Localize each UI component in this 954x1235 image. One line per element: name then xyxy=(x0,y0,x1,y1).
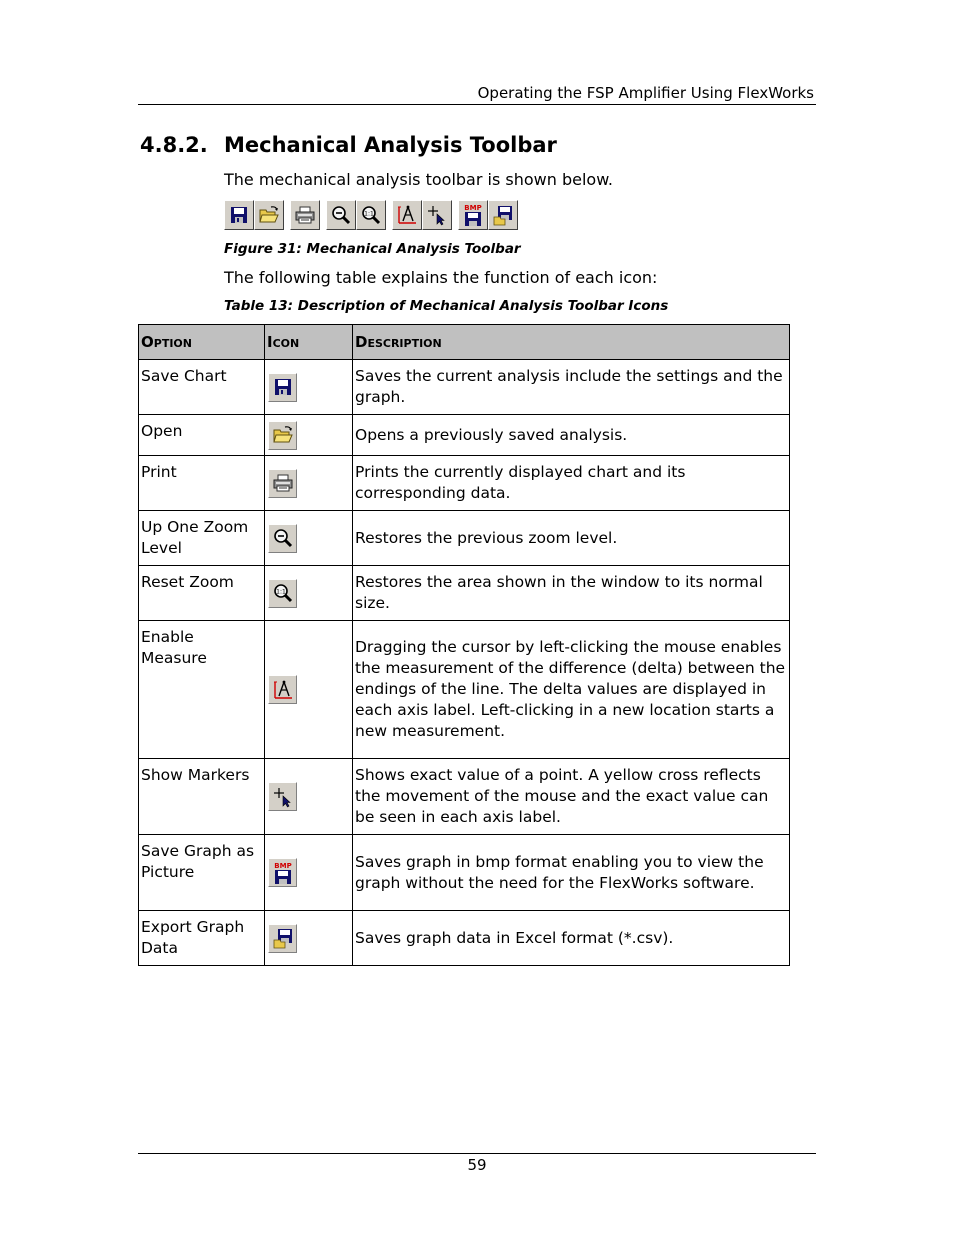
toolbar-group xyxy=(458,200,518,230)
measure-icon xyxy=(396,204,418,226)
description-cell: Saves the current analysis include the settings and the graph. xyxy=(353,360,790,415)
option-cell: Save Graph as Picture xyxy=(139,835,265,911)
open-folder-icon xyxy=(268,421,297,450)
toolbar-icons-table xyxy=(138,324,790,966)
description-cell: Dragging the cursor by left-clicking the mouse enables the measurement of the difference (delta) between the endings of the line. The delta values are displayed in each axis label. Left-clicking in a new location starts a new measurement. xyxy=(353,621,790,759)
header-rule xyxy=(138,104,816,105)
table-row xyxy=(139,566,790,621)
toolbar-button-open-folder[interactable] xyxy=(254,200,284,230)
toolbar-group xyxy=(326,200,386,230)
table-row xyxy=(139,835,790,911)
open-folder-icon xyxy=(258,205,280,225)
save-chart-icon xyxy=(268,373,297,402)
option-cell: Save Chart xyxy=(139,360,265,415)
export-data-icon xyxy=(492,204,514,226)
option-cell: Enable Measure xyxy=(139,621,265,759)
icon-cell xyxy=(265,759,353,835)
zoom-out-icon xyxy=(268,524,297,553)
table-header-row xyxy=(139,325,790,360)
header-description: Description xyxy=(353,325,790,360)
description-cell: Shows exact value of a point. A yellow cross reflects the movement of the mouse and the exact value can be seen in each axis label. xyxy=(353,759,790,835)
table-body xyxy=(139,360,790,966)
toolbar-button-export-data[interactable] xyxy=(488,200,518,230)
icon-cell xyxy=(265,566,353,621)
section-title-text: Mechanical Analysis Toolbar xyxy=(224,133,557,157)
icon-cell xyxy=(265,415,353,456)
svg-text:BMP: BMP xyxy=(273,861,292,870)
table-row xyxy=(139,415,790,456)
table-intro: The following table explains the function of each icon: xyxy=(224,268,658,287)
toolbar-group xyxy=(290,200,320,230)
option-cell: Show Markers xyxy=(139,759,265,835)
running-header: Operating the FSP Amplifier Using FlexWorks xyxy=(477,84,814,102)
toolbar-button-save-bmp[interactable] xyxy=(458,200,488,230)
table-row xyxy=(139,511,790,566)
reset-zoom-icon xyxy=(360,204,382,226)
option-cell: Reset Zoom xyxy=(139,566,265,621)
table-row xyxy=(139,360,790,415)
toolbar-group xyxy=(224,200,284,230)
table-row xyxy=(139,456,790,511)
option-cell: Up One Zoom Level xyxy=(139,511,265,566)
measure-icon xyxy=(268,675,297,704)
save-bmp-icon xyxy=(462,203,484,227)
save-chart-icon xyxy=(229,205,249,225)
header-icon: Icon xyxy=(265,325,353,360)
table-row xyxy=(139,911,790,966)
printer-icon xyxy=(268,469,297,498)
icon-cell xyxy=(265,511,353,566)
save-bmp-icon xyxy=(268,858,297,887)
table-row xyxy=(139,621,790,759)
toolbar-button-printer[interactable] xyxy=(290,200,320,230)
toolbar-button-reset-zoom[interactable] xyxy=(356,200,386,230)
toolbar-button-show-markers[interactable] xyxy=(422,200,452,230)
icon-cell xyxy=(265,360,353,415)
footer-rule xyxy=(138,1153,816,1154)
option-cell: Print xyxy=(139,456,265,511)
toolbar-button-measure[interactable] xyxy=(392,200,422,230)
reset-zoom-icon xyxy=(268,579,297,608)
show-markers-icon xyxy=(268,782,297,811)
zoom-out-icon xyxy=(330,204,352,226)
section-intro: The mechanical analysis toolbar is shown below. xyxy=(224,170,613,189)
figure-caption: Figure 31: Mechanical Analysis Toolbar xyxy=(224,241,521,257)
icon-cell xyxy=(265,621,353,759)
header-option: Option xyxy=(139,325,265,360)
printer-icon xyxy=(294,205,316,225)
mechanical-analysis-toolbar xyxy=(224,199,524,231)
toolbar-button-save-chart[interactable] xyxy=(224,200,254,230)
description-cell: Restores the previous zoom level. xyxy=(353,511,790,566)
option-cell: Export Graph Data xyxy=(139,911,265,966)
show-markers-icon xyxy=(426,204,448,226)
icon-cell xyxy=(265,835,353,911)
svg-text:BMP: BMP xyxy=(464,204,482,212)
table-row xyxy=(139,759,790,835)
export-data-icon xyxy=(268,924,297,953)
page-number: 59 xyxy=(467,1156,487,1174)
description-cell: Prints the currently displayed chart and its corresponding data. xyxy=(353,456,790,511)
description-cell: Opens a previously saved analysis. xyxy=(353,415,790,456)
icon-cell xyxy=(265,911,353,966)
description-cell: Saves graph in bmp format enabling you to view the graph without the need for the FlexWorks software. xyxy=(353,835,790,911)
description-cell: Restores the area shown in the window to its normal size. xyxy=(353,566,790,621)
svg-text:1:1: 1:1 xyxy=(364,210,374,218)
table-caption: Table 13: Description of Mechanical Analysis Toolbar Icons xyxy=(224,298,669,314)
icon-cell xyxy=(265,456,353,511)
section-number: 4.8.2. xyxy=(140,133,208,157)
section-title xyxy=(140,133,557,157)
toolbar-button-zoom-out[interactable] xyxy=(326,200,356,230)
description-cell: Saves graph data in Excel format (*.csv). xyxy=(353,911,790,966)
toolbar-group xyxy=(392,200,452,230)
svg-text:1:1: 1:1 xyxy=(275,588,286,596)
option-cell: Open xyxy=(139,415,265,456)
